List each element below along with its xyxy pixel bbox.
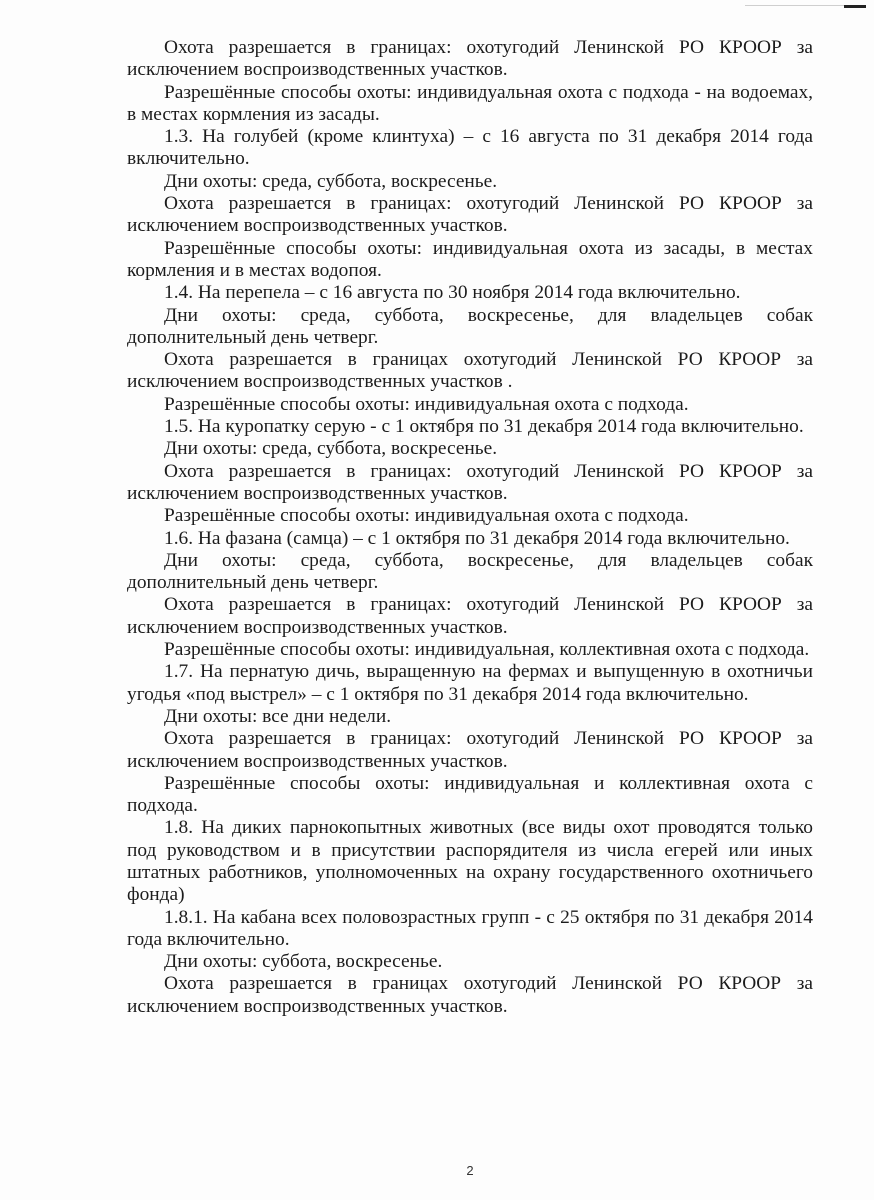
paragraph: Дни охоты: среда, суббота, воскресенье, для владельцев собак дополнительный день четверг.	[127, 549, 813, 594]
scan-artifact-mark	[844, 5, 866, 8]
paragraph: Разрешённые способы охоты: индивидуальная охота с подхода.	[164, 393, 689, 415]
paragraph: Дни охоты: суббота, воскресенье.	[164, 951, 443, 973]
paragraph: Дни охоты: все дни недели.	[164, 705, 392, 727]
paragraph: Охота разрешается в границах: охотугодий Ленинской РО КРООР за исключением воспроизводственных участков.	[127, 37, 813, 81]
paragraph: Дни охоты: среда, суббота, воскресенье.	[164, 438, 498, 460]
paragraph: Охота разрешается в границах: охотугодий Ленинской РО КРООР за исключением воспроизводственных участков.	[127, 193, 813, 237]
scan-artifact-line	[745, 5, 855, 6]
section-heading: 1.5. На куропатку серую - с 1 октября по 31 декабря 2014 года включительно.	[164, 416, 804, 438]
paragraph: Разрешённые способы охоты: индивидуальная и коллективная охота с подхода.	[127, 772, 813, 817]
paragraph: Охота разрешается в границах: охотугодий Ленинской РО КРООР за исключением воспроизводственных участков.	[127, 594, 813, 638]
paragraph: Разрешённые способы охоты: индивидуальная охота с подхода - на водоемах, в местах кормления из засады.	[127, 81, 813, 125]
section-heading: 1.7. На пернатую дичь, выращенную на фермах и выпущенную в охотничьи угодья «под выстрел» – с 1 октября по 31 декабря 2014 года включительно.	[127, 661, 813, 705]
subsection-heading: 1.8.1. На кабана всех половозрастных групп - с 25 октября по 31 декабря 2014 года включительно.	[127, 906, 813, 950]
paragraph: Охота разрешается в границах: охотугодий Ленинской РО КРООР за исключением воспроизводственных участков.	[127, 728, 813, 772]
paragraph: Разрешённые способы охоты: индивидуальная охота из засады, в местах кормления и в местах водопоя.	[127, 237, 813, 281]
paragraph: Дни охоты: среда, суббота, воскресенье, для владельцев собак дополнительный день четверг.	[127, 304, 813, 348]
paragraph: Охота разрешается в границах: охотугодий Ленинской РО КРООР за исключением воспроизводственных участков.	[127, 460, 813, 504]
paragraph: Разрешённые способы охоты: индивидуальная, коллективная охота с подхода.	[164, 639, 810, 661]
paragraph: Охота разрешается в границах охотугодий Ленинской РО КРООР за исключением воспроизводственных участков .	[127, 349, 813, 393]
paragraph: Дни охоты: среда, суббота, воскресенье.	[164, 170, 498, 192]
section-heading: 1.8. На диких парнокопытных животных (все виды охот проводятся только под руководством и в присутствии распорядителя из числа егерей или иных штатных работников, уполномоченных на охрану государственного охотничьего фонда)	[127, 817, 813, 906]
section-heading: 1.6. На фазана (самца) – с 1 октября по 31 декабря 2014 года включительно.	[164, 527, 790, 549]
document-body	[127, 37, 813, 1018]
section-heading: 1.3. На голубей (кроме клинтуха) – с 16 августа по 31 декабря 2014 года включительно.	[127, 126, 813, 170]
paragraph: Разрешённые способы охоты: индивидуальная охота с подхода.	[164, 505, 689, 527]
page-number: 2	[466, 1163, 474, 1178]
section-heading: 1.4. На перепела – с 16 августа по 30 ноября 2014 года включительно.	[164, 282, 741, 304]
paragraph: Охота разрешается в границах охотугодий Ленинской РО КРООР за исключением воспроизводственных участков.	[127, 973, 813, 1017]
